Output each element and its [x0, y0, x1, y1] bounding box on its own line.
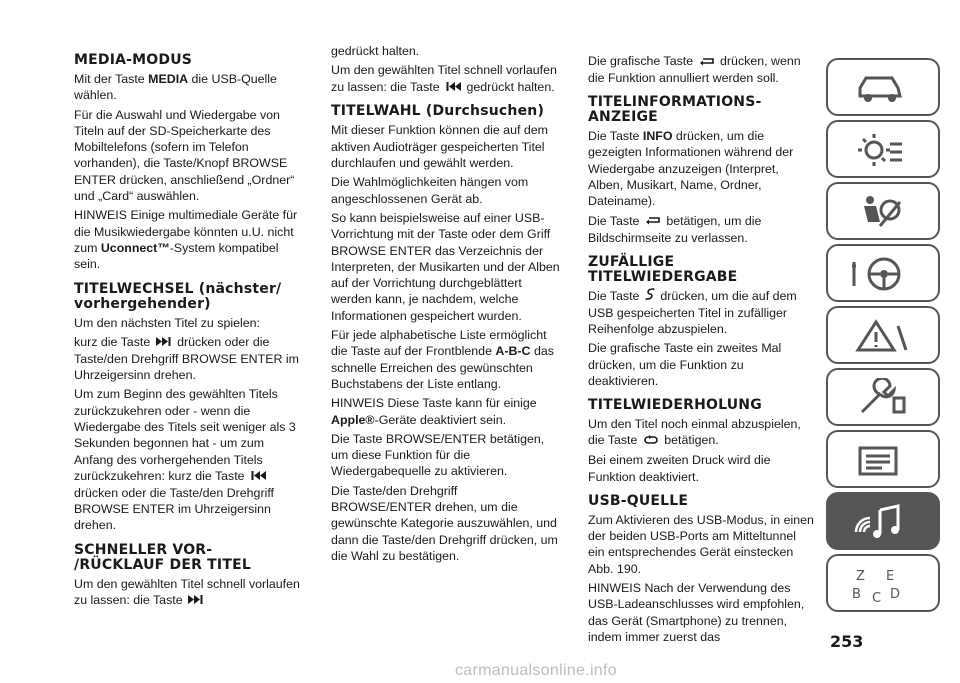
text: die Taste [588, 433, 641, 448]
column-1 [74, 53, 302, 612]
text: die USB-Quelle wählen. [74, 72, 277, 103]
paragraph [588, 432, 814, 449]
text: Um zum Beginn des gewählten Titels zurückzukehren oder - wenn die Wiedergabe des Titels seit weniger als 3 Sekunden begonnen hat - um zum Anfang des vorhergehenden Titels zurückzukehren: kurz die Taste [74, 387, 296, 483]
shuffle-icon [645, 288, 655, 304]
paragraph [331, 395, 561, 428]
apple-label: Apple® [331, 412, 375, 427]
chapter-tab-emergency[interactable] [826, 306, 940, 364]
text: das schnelle Erreichen des gewünschten Buchstabens der Liste entlang. [331, 344, 554, 391]
paragraph: Zum Aktivieren des USB-Modus, in einen der beiden USB-Ports am Mitteltunnel ein entsprechendes Gerät einstecken Abb. 190. [588, 512, 814, 576]
text: Die Taste [588, 129, 643, 144]
paragraph: Für die Auswahl und Wiedergabe von Titeln auf der SD-Speicherkarte des Mobiltelefons (sofern im Telefon vorhanden), die Taste/Knopf BROWSE ENTER drücken, anschließend „Ordner“ und „Card“ auswählen. [74, 107, 295, 204]
index-icon [850, 564, 910, 604]
repeat-icon [643, 433, 659, 449]
heading-titelwechsel: TITELWECHSEL (nächster/ vorhergehender) [74, 280, 282, 312]
heading-media-modus: MEDIA-MODUS [74, 52, 193, 68]
paragraph: Die grafische Taste ein zweites Mal drücken, um die Funktion zu deaktivieren. [588, 341, 782, 388]
road-warning-icon [850, 316, 910, 356]
svg-text:Z: Z [856, 569, 865, 584]
chapter-tab-technical-data[interactable] [826, 430, 940, 488]
heading-zufaellige-wiedergabe: ZUFÄLLIGE TITELWIEDERGABE [588, 253, 738, 285]
text: Für jede alphabetische Liste ermöglicht die Taste auf der Frontblende [331, 328, 547, 359]
paragraph: Die Taste/den Drehgriff BROWSE/ENTER drehen, um die gewünschte Kategorie auszuwählen, und dann die Taste/den Drehgriff drücken, um die Wahl zu bestätigen. [331, 483, 558, 563]
steering-wheel-icon [850, 254, 910, 294]
heading-usb-quelle: USB-QUELLE [588, 492, 689, 509]
text: drücken, um die gezeigten Informationen während der Wiedergabe anzuzeigen (Interpret, Alben, Musikart, Name, Ordner, Dateiname). [588, 129, 794, 209]
car-icon [850, 68, 910, 108]
svg-text:B: B [852, 587, 861, 602]
abc-key-label: A-B-C [495, 344, 531, 359]
previous-track-icon [445, 79, 461, 95]
paragraph: gedrückt halten. [331, 44, 420, 58]
text: Um den gewählten Titel schnell vorlaufen zu lassen: die Taste [331, 63, 557, 94]
paragraph: So kann beispielsweise auf einer USB-Vorrichtung mit der Taste oder dem Griff BROWSE ENTER das Verzeichnis der Interpreten, der Musikarten und der Alben auf der Vorrichtung durchgeblättert werden kann, je nachdem, welche Informationen gespeichert wurden. [331, 210, 560, 323]
paragraph [588, 288, 814, 337]
info-key-label: INFO [642, 129, 673, 144]
svg-text:E: E [886, 569, 895, 584]
paragraph: HINWEIS Nach der Verwendung des USB-Ladeanschlusses wird empfohlen, das Gerät (Smartphone) zu trennen, indem immer zuerst das [588, 581, 805, 644]
paragraph [74, 334, 302, 383]
text: drücken oder die Taste/den Drehgriff BROWSE ENTER im Uhrzeigersinn drehen. [74, 334, 299, 383]
previous-track-icon [250, 468, 266, 484]
text: Die Taste [588, 288, 643, 303]
paragraph: Mit dieser Funktion können die auf dem aktiven Audioträger gespeicherten Titel durchlaufen und gewählt werden. [331, 123, 548, 171]
paragraph [331, 62, 561, 95]
paragraph: Die Taste BROWSE/ENTER betätigen, um diese Funktion für die Wiedergabequelle zu aktivieren. [331, 431, 545, 479]
heading-schneller-vorlauf: SCHNELLER VOR- /RÜCKLAUF DER TITEL [74, 541, 251, 573]
paragraph [588, 53, 814, 86]
paragraph: Um den nächsten Titel zu spielen: [74, 315, 260, 330]
back-arrow-icon [699, 54, 715, 70]
paragraph [588, 128, 814, 209]
chapter-tab-safety[interactable] [826, 182, 940, 240]
chapter-tab-driving[interactable] [826, 244, 940, 302]
text: -System kompatibel sein. [74, 240, 279, 272]
back-arrow-icon [645, 213, 661, 229]
paragraph [331, 327, 561, 392]
next-track-icon [188, 592, 204, 608]
text: -Geräte deaktiviert sein. [374, 412, 507, 427]
technical-data-icon [850, 440, 910, 480]
watermark: carmanualsonline.info [455, 662, 617, 679]
heading-titelwiederholung: TITELWIEDERHOLUNG [588, 397, 762, 414]
warning-lights-icon [850, 130, 910, 170]
paragraph [74, 386, 302, 533]
text: betätigen. [660, 433, 719, 448]
wrench-icon [850, 378, 910, 418]
paragraph [74, 576, 302, 609]
text: gedrückt halten. [463, 79, 555, 94]
multimedia-icon [850, 502, 910, 542]
svg-text:C: C [872, 591, 882, 604]
paragraph: Die Wahlmöglichkeiten hängen vom angeschlossenen Gerät ab. [331, 175, 529, 206]
chapter-tab-index[interactable] [826, 554, 940, 612]
chapter-tab-warning-lights[interactable] [826, 120, 940, 178]
paragraph: Bei einem zweiten Druck wird die Funktion deaktiviert. [588, 453, 771, 484]
airbag-icon [850, 192, 910, 232]
text: Um den gewählten Titel schnell vorlaufen zu lassen: die Taste [74, 576, 300, 607]
text: drücken, um die auf dem USB gespeicherten Titel in zufälliger Reihenfolge abzuspielen. [588, 288, 797, 336]
chapter-tab-multimedia[interactable] [826, 492, 940, 550]
text: Mit der Taste [74, 72, 149, 86]
text: drücken oder die Taste/den Drehgriff BROWSE ENTER im Uhrzeigersinn drehen. [74, 485, 274, 533]
text: HINWEIS Einige multimediale Geräte für die Musikwiedergabe könnten u.U. nicht zum [74, 208, 298, 255]
column-3 [588, 53, 814, 648]
text: betätigen, um die Bildschirmseite zu verlassen. [588, 213, 762, 245]
text: drücken, wenn die Funktion annulliert werden soll. [588, 54, 801, 85]
chapter-tab-maintenance[interactable] [826, 368, 940, 426]
text: HINWEIS Diese Taste kann für einige [331, 396, 537, 411]
next-track-icon [156, 334, 172, 350]
text: Die Taste [588, 213, 643, 228]
paragraph [74, 71, 302, 104]
paragraph [588, 213, 814, 246]
heading-titelwahl: TITELWAHL (Durchsuchen) [331, 103, 545, 120]
chapter-tab-vehicle[interactable] [826, 58, 940, 116]
text: Die grafische Taste [588, 54, 697, 68]
text: kurz die Taste [74, 334, 154, 349]
paragraph: Um den Titel noch einmal abzuspielen, [588, 417, 801, 432]
column-2 [331, 43, 561, 567]
page-number: 253 [830, 632, 864, 651]
media-key-label: MEDIA [148, 72, 189, 86]
uconnect-label: Uconnect™ [100, 240, 170, 255]
heading-titelinformation: TITELINFORMATIONS-ANZEIGE [588, 94, 762, 126]
svg-text:D: D [890, 587, 901, 602]
paragraph [74, 207, 302, 272]
